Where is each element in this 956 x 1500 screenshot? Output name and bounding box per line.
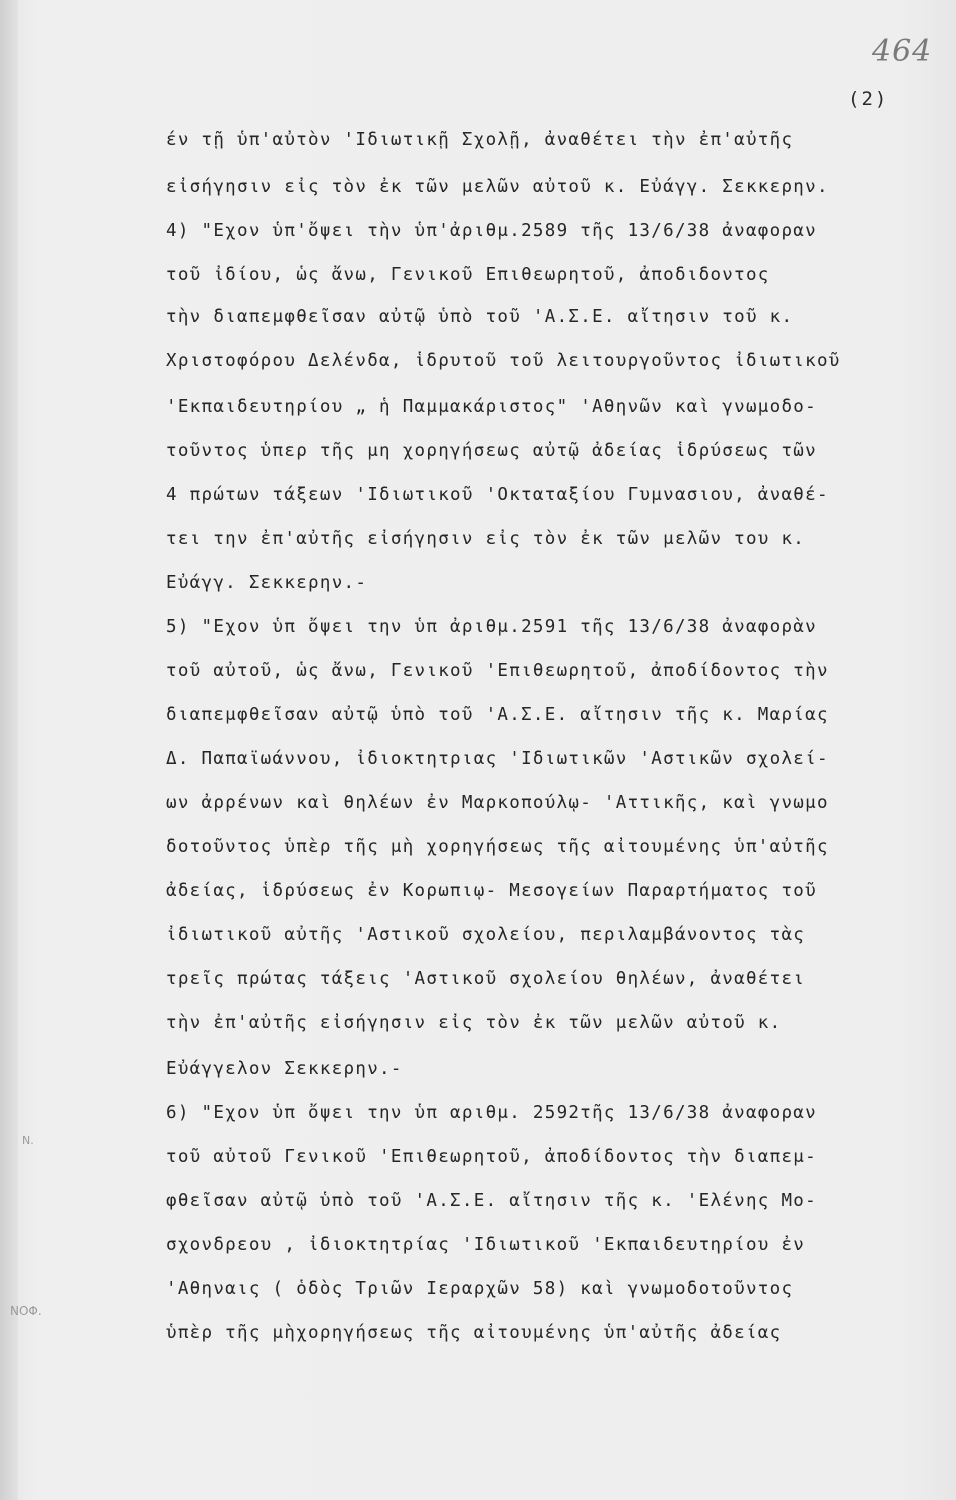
text-line: τοῦ αὐτοῦ, ὡς ἄνω, Γενικοῦ 'Επιθεωρητοῦ, ἀποδίδοντος τὴν [166,661,829,681]
text-line: 'Αθηναις ( ὁδὸς Τριῶν Ιεραρχῶν 58) καὶ γνωμοδοτοῦντος [166,1279,794,1299]
text-line: Δ. Παπαϊωάννου, ἰδιοκτητριας 'Ιδιωτικῶν 'Αστικῶν σχολεί- [166,749,829,769]
margin-mark: Ν. [22,1134,34,1147]
text-line: τοῦντος ὑπερ τῆς μη χορηγήσεως αὐτῷ ἀδείας ἱδρύσεως τῶν [166,441,817,461]
text-line: τὴν ἐπ'αὐτῆς εἰσήγησιν εἰς τὸν ἐκ τῶν μελῶν αὐτοῦ κ. [166,1013,782,1033]
page-number: (2) [848,88,889,110]
text-line: τοῦ αὐτοῦ Γενικοῦ 'Επιθεωρητοῦ, ἀποδίδοντος τὴν διαπεμ- [166,1147,817,1167]
text-line: έν τῇ ὑπ'αὐτὸν 'Ιδιωτικῇ Σχολῇ, ἀναθέτει τὴν ἐπ'αὐτῆς [166,130,794,150]
text-line: δοτοῦντος ὑπὲρ τῆς μὴ χορηγήσεως τῆς αἰτουμένης ὑπ'αὐτῆς [166,837,829,857]
text-line: τει την ἐπ'αὐτῆς εἰσήγησιν εἰς τὸν ἐκ τῶν μελῶν του κ. [166,529,806,549]
text-line: ἀδείας, ἱδρύσεως ἐν Κορωπιῳ- Μεσογείων Παραρτήματος τοῦ [166,881,817,901]
text-line: τρεῖς πρώτας τάξεις 'Αστικοῦ σχολείου θηλέων, ἀναθέτει [166,969,806,989]
text-line: ων ἀρρένων καὶ θηλέων ἐν Μαρκοπούλῳ- 'Αττικῆς, καὶ γνωμο [166,793,829,813]
text-line: τοῦ ἰδίου, ὡς ἄνω, Γενικοῦ Επιθεωρητοῦ, ἀποδιδοντος [166,265,770,285]
text-line: εἰσήγησιν εἰς τὸν ἐκ τῶν μελῶν αὐτοῦ κ. Εὐάγγ. Σεκκερην. [166,177,829,197]
text-line: 4 πρώτων τάξεων 'Ιδιωτικοῦ 'Οκταταξίου Γυμνασιου, ἀναθέ- [166,485,829,505]
text-line: 6) "Εχον ὑπ ὄψει την ὑπ αριθμ. 2592τῆς 13/6/38 ἀναφοραν [166,1103,817,1123]
text-line: Εὐάγγελον Σεκκερην.- [166,1059,403,1079]
text-line: ἰδιωτικοῦ αὐτῆς 'Αστικοῦ σχολείου, περιλαμβάνοντος τὰς [166,925,806,945]
text-line: ὑπὲρ τῆς μὴχορηγήσεως τῆς αἰτουμένης ὑπ'αὐτῆς ἀδείας [166,1323,782,1343]
text-line: σχονδρεου , ἰδιοκτητρίας 'Ιδιωτικοῦ 'Εκπαιδευτηρίου ἐν [166,1235,806,1255]
text-line: Χριστοφόρου Δελένδα, ἱδρυτοῦ τοῦ λειτουργοῦντος ἰδιωτικοῦ [166,351,841,371]
text-line: φθεῖσαν αὐτῷ ὑπὸ τοῦ 'Α.Σ.Ε. αἴτησιν τῆς κ. 'Ελένης Μο- [166,1191,817,1211]
folio-number: 464 [872,34,933,69]
text-line: 4) "Εχον ὑπ'ὄψει τὴν ὑπ'ἀριθμ.2589 τῆς 13/6/38 ἀναφοραν [166,221,817,241]
text-line: 5) "Εχον ὑπ ὄψει την ὑπ ἀριθμ.2591 τῆς 13/6/38 ἀναφορὰν [166,617,817,637]
text-line: διαπεμφθεῖσαν αὐτῷ ὑπὸ τοῦ 'Α.Σ.Ε. αἴτησιν τῆς κ. Μαρίας [166,705,829,725]
text-line: Εὐάγγ. Σεκκερην.- [166,573,368,593]
text-line: τὴν διαπεμφθεῖσαν αὐτῷ ὑπὸ τοῦ 'Α.Σ.Ε. αἴτησιν τοῦ κ. [166,307,794,327]
margin-mark: ΝΟΦ. [10,1304,42,1318]
text-line: 'Εκπαιδευτηρίου „ ἡ Παμμακάριστος" 'Αθηνῶν καὶ γνωμοδο- [166,397,817,417]
